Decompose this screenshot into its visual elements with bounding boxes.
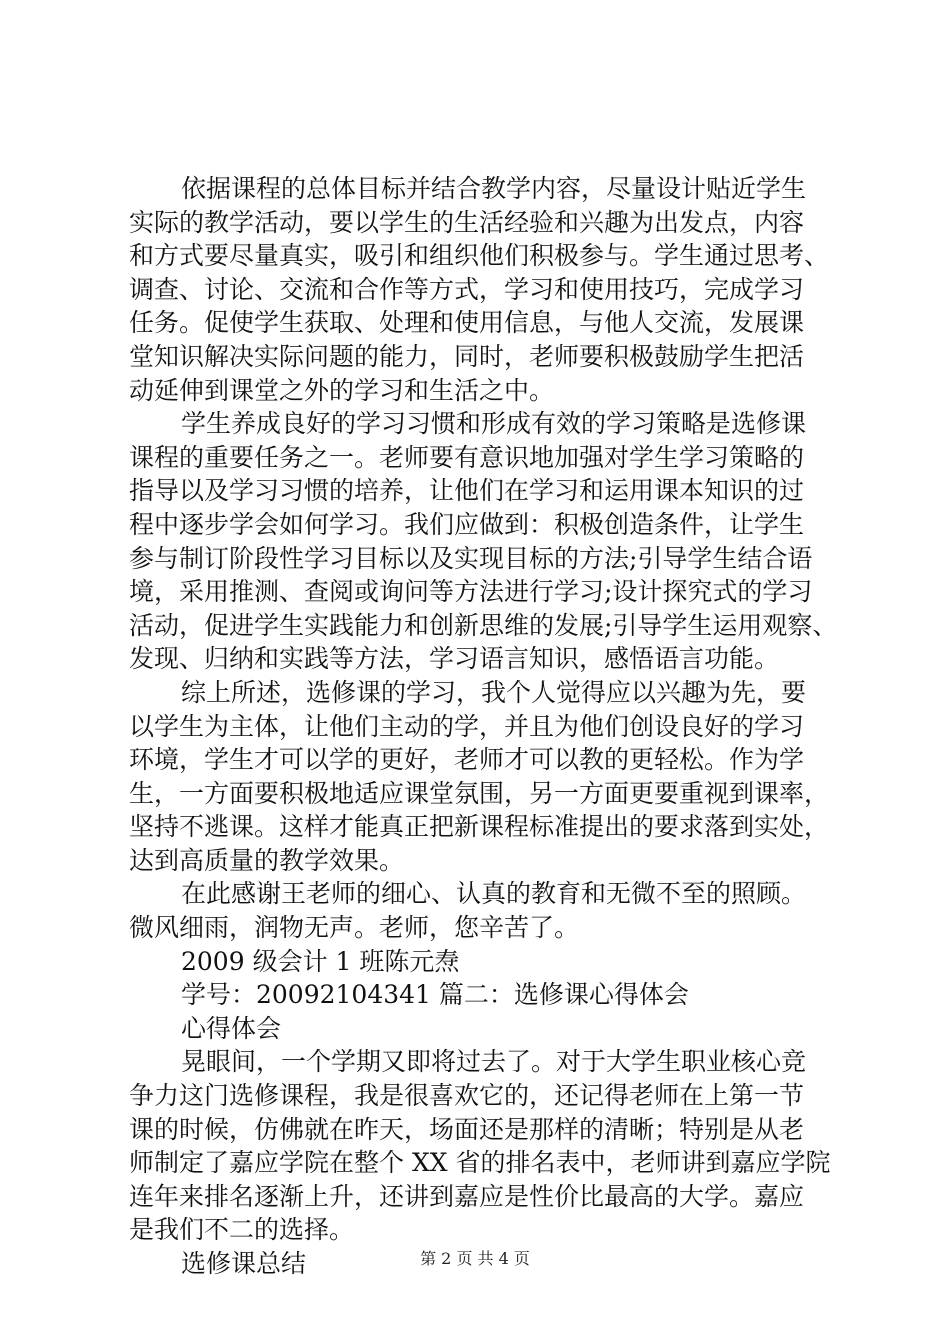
text-line: 境，采用推测、查阅或询问等方法进行学习;设计探究式的学习 <box>129 577 813 607</box>
text-line: 晃眼间，一个学期又即将过去了。对于大学生职业核心竞 <box>181 1047 807 1077</box>
text-line: 和方式要尽量真实，吸引和组织他们积极参与。学生通过思考、 <box>129 241 830 271</box>
text-line: 环境，学生才可以学的更好，老师才可以教的更轻松。作为学 <box>129 745 805 775</box>
text-line: 是我们不二的选择。 <box>129 1215 355 1245</box>
text-line: 2009 级会计 1 班陈元焘 <box>181 946 460 976</box>
text-line: 微风细雨，润物无声。老师，您辛苦了。 <box>129 913 580 943</box>
text-line: 调查、讨论、交流和合作等方式，学习和使用技巧，完成学习 <box>129 274 805 304</box>
text-line: 程中逐步学会如何学习。我们应做到：积极创造条件，让学生 <box>129 509 805 539</box>
text-line: 选修课总结 <box>181 1249 307 1278</box>
text-line: 学生养成良好的学习习惯和形成有效的学习策略是选修课 <box>181 409 807 439</box>
text-line: 坚持不逃课。这样才能真正把新课程标准提出的要求落到实处， <box>129 812 830 842</box>
text-line: 堂知识解决实际问题的能力，同时，老师要积极鼓励学生把活 <box>129 341 805 371</box>
text-line: 在此感谢王老师的细心、认真的教育和无微不至的照顾。 <box>181 879 807 909</box>
text-line: 参与制订阶段性学习目标以及实现目标的方法;引导学生结合语 <box>129 543 813 573</box>
text-line: 发现、归纳和实践等方法，学习语言知识，感悟语言功能。 <box>129 644 780 674</box>
text-line: 师制定了嘉应学院在整个 XX 省的排名表中，老师讲到嘉应学院 <box>129 1148 831 1178</box>
text-line: 生，一方面要积极地适应课堂氛围，另一方面更要重视到课率， <box>129 778 830 808</box>
text-line: 指导以及学习习惯的培养，让他们在学习和运用课本知识的过 <box>129 476 805 506</box>
text-line: 实际的教学活动，要以学生的生活经验和兴趣为出发点，内容 <box>129 207 805 237</box>
text-line: 连年来排名逐渐上升，还讲到嘉应是性价比最高的大学。嘉应 <box>129 1181 805 1211</box>
text-line: 学号：20092104341 篇二：选修课心得体会 <box>181 980 689 1010</box>
document-body <box>129 172 838 1281</box>
text-line: 综上所述，选修课的学习，我个人觉得应以兴趣为先，要 <box>181 677 807 707</box>
text-line: 课程的重要任务之一。老师要有意识地加强对学生学习策略的 <box>129 442 805 472</box>
text-line: 心得体会 <box>181 1013 282 1043</box>
text-line: 依据课程的总体目标并结合教学内容，尽量设计贴近学生 <box>181 174 807 203</box>
text-line: 以学生为主体，让他们主动的学，并且为他们创设良好的学习 <box>129 711 805 741</box>
text-line: 动延伸到课堂之外的学习和生活之中。 <box>129 375 555 405</box>
page-footer: 第 2 页 共 4 页 <box>420 1249 530 1268</box>
text-line: 活动，促进学生实践能力和创新思维的发展;引导学生运用观察、 <box>129 610 838 640</box>
text-line: 争力这门选修课程，我是很喜欢它的，还记得老师在上第一节 <box>129 1081 805 1111</box>
text-line: 任务。促使学生获取、处理和使用信息，与他人交流，发展课 <box>129 308 805 338</box>
text-line: 达到高质量的教学效果。 <box>129 845 405 875</box>
text-line: 课的时候，仿佛就在昨天，场面还是那样的清晰；特别是从老 <box>129 1114 805 1144</box>
